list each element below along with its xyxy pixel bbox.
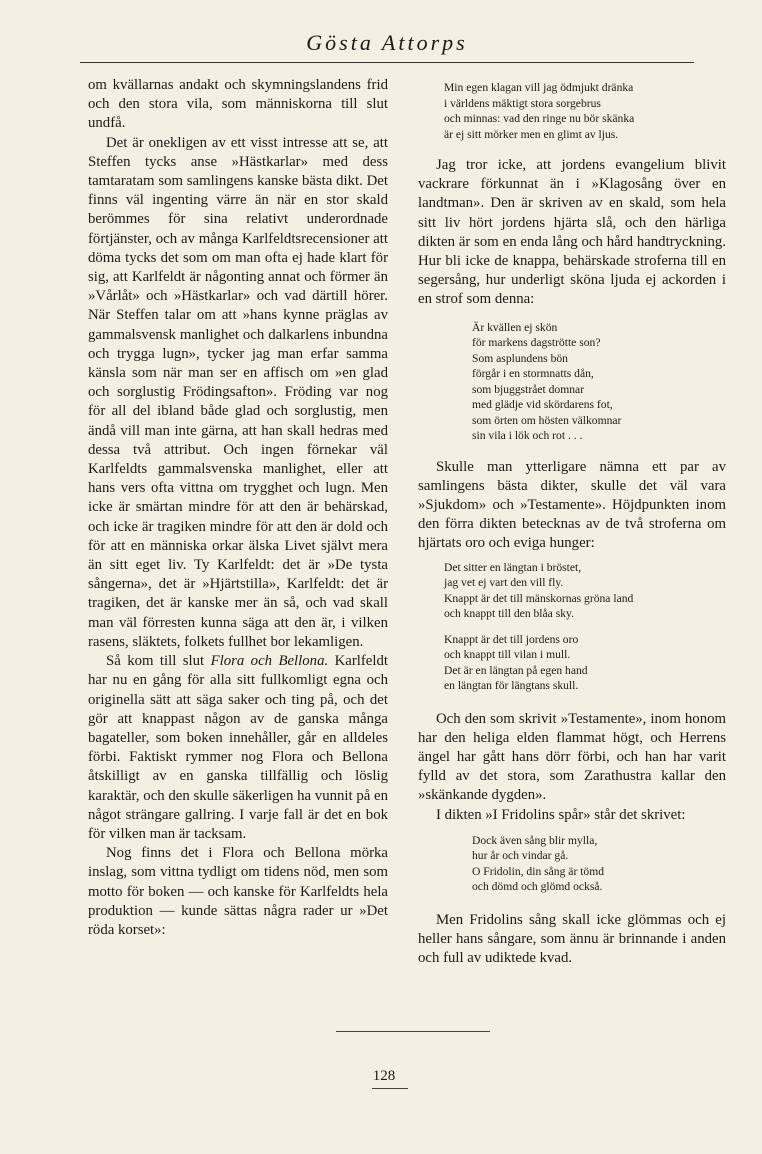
verse-line: Är kvällen ej skön <box>472 320 558 334</box>
paragraph: Men Fridolins sång skall icke glömmas och ej heller hans sångare, som ännu är brinnande i anden och full av udiktede kvad. <box>418 911 726 967</box>
text-run: Karlfeldt har nu en gång för alla sitt fullkomligt egna och originella sätt att säga saker och ting på, och det gör att knappast någon av de ganska många bagateller, som boken innehåller, går en alldeles förbi. Faktiskt rymmer nog Flora och Bellona åtskilligt av en ganska tillfällig och löslig karaktär, och den skulle säkerligen ha vunnit på en något strängare gallring. I varje fall är det en bok för vilken man är tacksam. <box>88 653 388 842</box>
paragraph: Skulle man ytterligare nämna ett par av samlingens bästa dikter, skulle det väl vara »Sjukdom» och »Testamente». Höjdpunkten inom den förra dikten betecknas av de två stroferna om hjärtats oro och eviga hunger: <box>418 458 726 552</box>
verse-quote <box>472 320 726 444</box>
verse-line: och knappt till den blåa sky. <box>444 607 574 621</box>
paragraph: om kvällarnas andakt och skymningslandens frid och den stora vila, som människorna till slut undfå. <box>88 77 388 132</box>
verse-line: Som asplundens bön <box>472 351 568 365</box>
verse-line: och minnas: vad den ringe nu bör skänka <box>444 112 635 125</box>
left-column <box>88 76 388 940</box>
verse-quote <box>444 560 726 622</box>
verse-line: och knappt till vilan i mull. <box>444 648 571 662</box>
verse-line: förgår i en stormnatts dån, <box>472 367 594 381</box>
verse-line: Knappt är det till jordens oro <box>444 632 579 646</box>
verse-line: Det är en längtan på egen hand <box>444 663 588 677</box>
running-header: Gösta Attorps <box>306 30 468 55</box>
verse-line: är ej sitt mörker men en glimt av ljus. <box>444 127 619 141</box>
verse-line: för markens dagströtte son? <box>472 336 601 350</box>
verse-line: i världens mäktigt stora sorgebrus <box>444 96 601 110</box>
paragraph: I dikten »I Fridolins spår» står det skrivet: <box>436 806 686 823</box>
paragraph: Nog finns det i Flora och Bellona mörka inslag, som vittna tydligt om tidens nöd, men som motto för boken — och kanske för Karlfeldts hela produktion — kunde sättas några rader ur »Det röda korset»: <box>88 845 388 938</box>
verse-line: Det sitter en längtan i bröstet, <box>444 560 582 574</box>
verse-line: O Fridolin, din sång är tömd <box>472 864 605 878</box>
verse-line: Knappt är det till mänskornas gröna land <box>444 591 634 605</box>
verse-line: som bjuggstrået domnar <box>472 382 585 396</box>
page-number: 128 <box>372 1068 396 1084</box>
end-rule <box>336 1031 490 1032</box>
book-title: Flora och Bellona. <box>210 653 329 670</box>
right-column <box>418 76 726 968</box>
verse-line: Min egen klagan vill jag ödmjukt dränka <box>444 81 634 94</box>
paragraph: Och den som skrivit »Testamente», inom honom har den heliga elden flammat högt, och Herrens ängel har gått hans dörr förbi, och han har varit fylld av det stora, som Zarathustra kallar den »skänkande dygden». <box>418 710 726 804</box>
verse-line: jag vet ej vart den vill fly. <box>444 576 564 590</box>
verse-line: hur år och vindar gå. <box>472 849 569 863</box>
verse-line: en längtan för längtans skull. <box>444 679 579 693</box>
paragraph: Det är onekligen av ett visst intresse att se, att Steffen tycks anse »Hästkarlar» med dess tamtaratam som samlingens kanske bästa dikt. Det finns väl ingenting värre än när en stor skald berömmes för sina relativt underordnade förtjänster, och av många Karlfeldtsrecensioner att döma tycks det som om man ofta ej hade klart för sig, att Karlfeldt är någonting annat och förmer än »Vårlåt» och »Hästkarlar» och vad därtill hörer. När Steffen talar om att »hans kynne präglas av gammalsvensk manlighet och dalkarlens inbundna och trygga lugn», tycker jag man erfar samma känsla som när man ser en affisch om »en glad och sorglustig Frödingsafton». Fröding var nog för all del ibland både glad och sorglustig, men ändå vill man inte gärna, att han skall hedras med dessa två attribut. Och ingen förnekar väl Karlfeldts gammalsvenska manlighet, eller att hans vers ofta vittna om trygghet och lugn. Men icke är smärtan mindre för att den är behärskad, och icke är tragiken mindre för att den är dold och för att en människa orkar älska Livet självt mera än sitt eget liv. Ty Karlfeldt: det är »De tysta sångerna», det är »Hjärtstilla», Karlfeldt: det är tragiken, det är kanske mer än så, och vad skall man väl förresten kunna säga att den är, i vilken rasens, släktets, folkets fullhet bor lekamligen. <box>88 134 388 650</box>
verse-quote <box>444 632 726 694</box>
verse-quote <box>472 833 726 895</box>
verse-line: och dömd och glömd också. <box>472 880 603 894</box>
verse-line: sin vila i lök och rot . . . <box>472 429 583 443</box>
paragraph: Jag tror icke, att jordens evangelium blivit vackrare förkunnat än i »Klagosång över en landtman». Den är skriven av en skald, som hela sitt liv hört jordens hjärta slå, och den härliga dikten är som en enda lång och hård handtryckning. Hur bli icke de knappa, behärskade stroferna till en segersång, hur underligt sköna ljuda ej ackorden i en strof som denna: <box>418 157 726 308</box>
page-number-rule <box>372 1088 408 1089</box>
verse-line: som örten om hösten välkomnar <box>472 413 622 427</box>
verse-line: med glädje vid skördarens fot, <box>472 398 613 412</box>
header-rule <box>80 62 694 63</box>
verse-quote <box>444 80 726 142</box>
paragraph <box>88 652 388 844</box>
verse-line: Dock även sång blir mylla, <box>472 833 598 847</box>
text-run: Så kom till slut <box>106 653 211 670</box>
